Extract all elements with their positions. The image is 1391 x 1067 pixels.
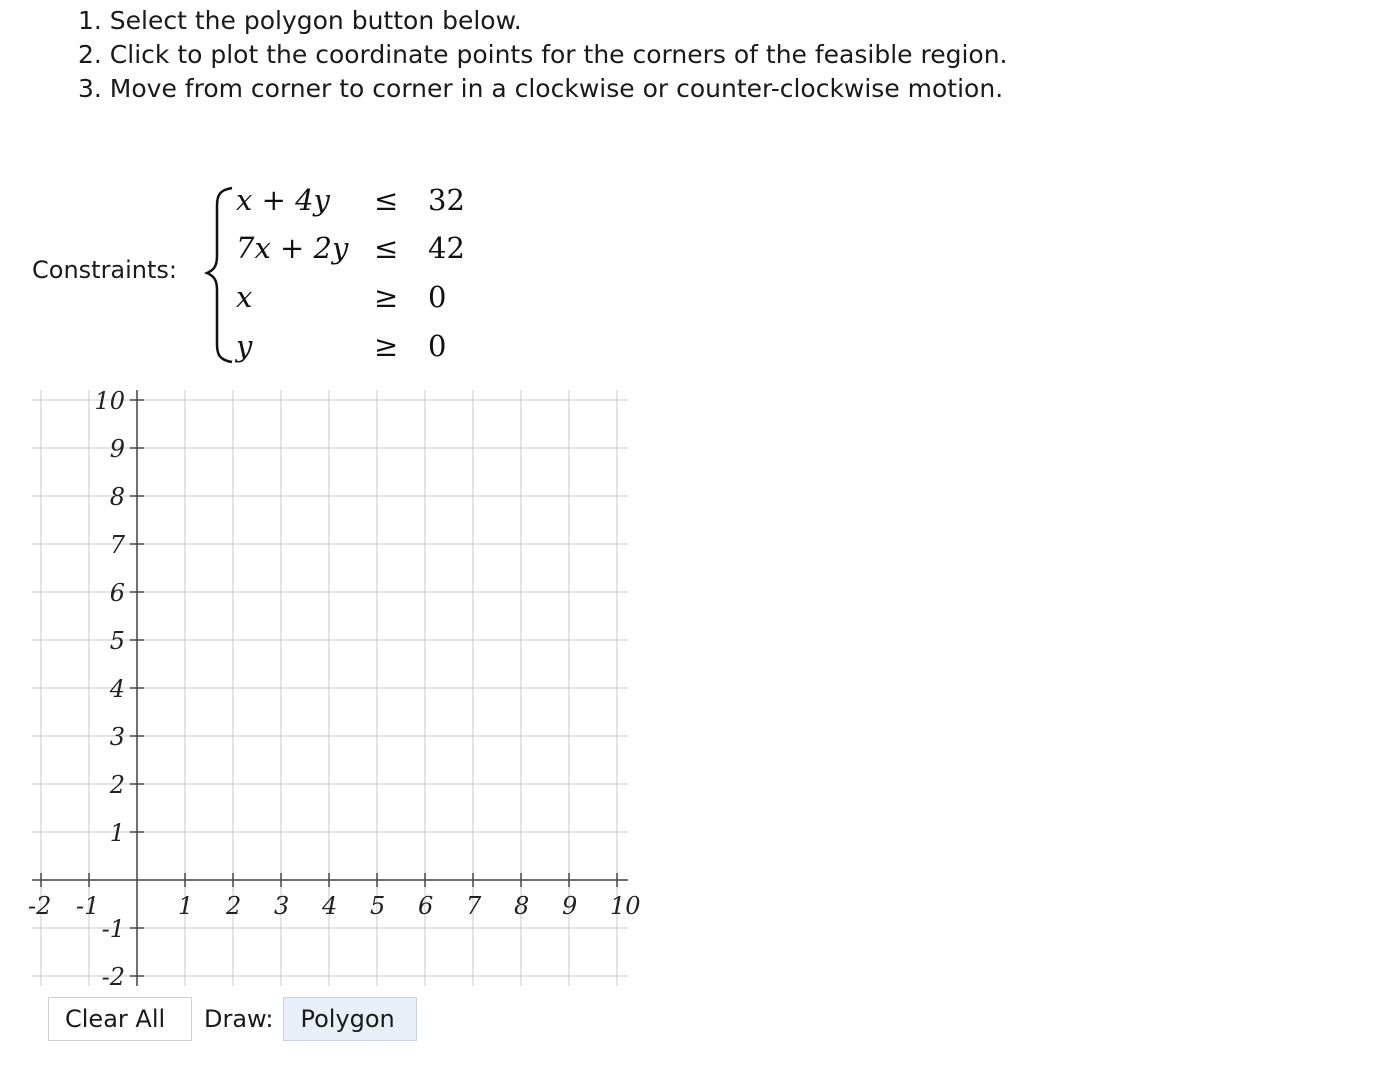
x-tick-label: 2: [226, 892, 242, 920]
constraints-label: Constraints:: [32, 256, 178, 284]
constraint-rhs: 42: [428, 231, 465, 265]
y-tick-label: 4: [109, 675, 125, 703]
constraint-lhs: y: [236, 329, 253, 363]
instruction-1: 1. Select the polygon button below.: [78, 6, 522, 35]
x-tick-label: 5: [370, 892, 386, 920]
instruction-3: 3. Move from corner to corner in a clockwise or counter-clockwise motion.: [78, 74, 1004, 103]
y-tick-label: 5: [109, 627, 125, 655]
coordinate-graph[interactable]: [0, 0, 640, 1000]
x-tick-label: 6: [418, 892, 434, 920]
x-tick-label: 7: [466, 892, 482, 920]
x-tick-label: 8: [514, 892, 530, 920]
y-tick-label: 1: [109, 819, 125, 847]
y-tick-label: 3: [109, 723, 125, 751]
constraint-lhs: 7x + 2y: [236, 231, 349, 265]
y-tick-label: 10: [94, 387, 125, 415]
constraint-op: ≤: [374, 183, 399, 217]
x-tick-label: 1: [178, 892, 194, 920]
constraint-lhs: x: [236, 280, 253, 314]
constraint-rhs: 0: [428, 280, 447, 314]
clear-all-button[interactable]: Clear All: [48, 997, 192, 1041]
x-tick-label: 9: [562, 892, 578, 920]
constraint-rhs: 0: [428, 329, 447, 363]
constraint-op: ≥: [374, 280, 399, 314]
y-tick-label: 8: [109, 483, 125, 511]
x-tick-label: 3: [274, 892, 290, 920]
y-tick-label: 7: [109, 531, 125, 559]
constraint-rhs: 32: [428, 183, 465, 217]
draw-label: Draw:: [204, 1005, 274, 1033]
constraint-op: ≥: [374, 329, 399, 363]
y-tick-label: 9: [109, 435, 125, 463]
x-tick-label: -2: [28, 892, 52, 920]
y-tick-label: 6: [109, 579, 125, 607]
graph-toolbar: [48, 997, 417, 1041]
y-tick-label: 2: [109, 771, 125, 799]
constraint-lhs: x + 4y: [236, 183, 330, 217]
y-tick-label: -1: [101, 915, 125, 943]
x-tick-label: 10: [610, 892, 641, 920]
y-tick-label: -2: [101, 963, 125, 991]
x-tick-label: 4: [322, 892, 338, 920]
x-tick-label: -1: [76, 892, 100, 920]
instruction-2: 2. Click to plot the coordinate points for the corners of the feasible region.: [78, 40, 1008, 69]
constraint-op: ≤: [374, 231, 399, 265]
polygon-button[interactable]: Polygon: [283, 997, 417, 1041]
